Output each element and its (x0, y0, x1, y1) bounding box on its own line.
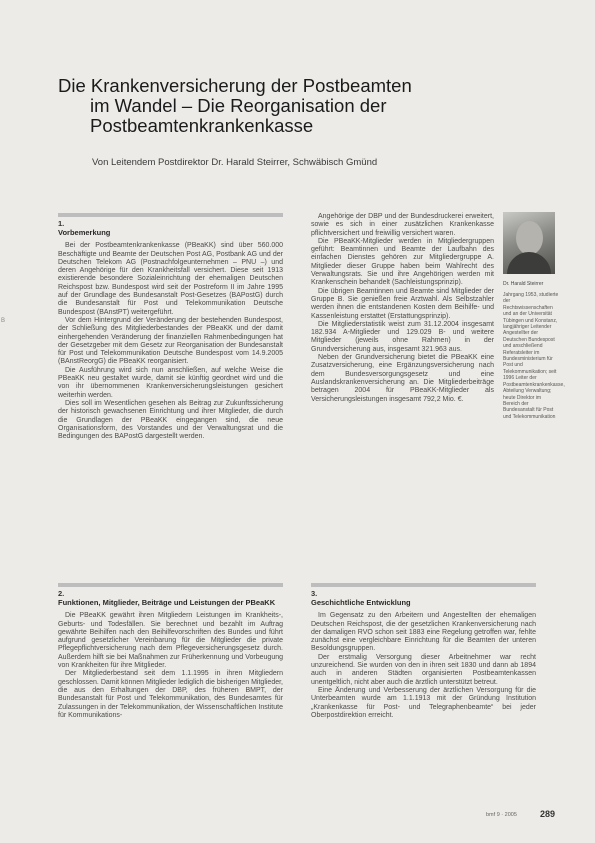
paragraph: Im Gegensatz zu den Arbeitern und Angestellten der ehemaligen Deutschen Reichspost, die der gesetzlichen Krankenversicherung nach der damaligen RVO schon seit 1883 eine Regelung getroffen war, fehlte zunächst eine vergleichbare Einrichtung für die Beamten der unteren Besoldungsgruppen. (311, 612, 536, 653)
paragraph: Vor dem Hintergrund der Veränderung der bestehenden Bundespost, der Schließung des Mitgliederbestandes der PBeaKK und der damit einhergehenden Veränderung der finanziellen Rahmenbedingungen hat der Gesetzgeber mit dem Gesetz zur Reorganisation der Bundesanstalt für Post und Telekommunikation Deutsche Bundespost vom 14.9.2005 (BAnstReorgG) die PBeaKK reorganisiert. (58, 316, 283, 366)
author-photo-caption: Dr. Harald Steirrer (503, 281, 544, 287)
author-photo-shoulders (507, 252, 551, 274)
author-photo-head (516, 221, 543, 255)
article-title (58, 76, 478, 136)
journal-label: bmf 9 · 2005 (486, 812, 517, 818)
section-rule (58, 213, 283, 217)
paragraph: Bei der Postbeamtenkrankenkasse (PBeaKK) sind über 560.000 Beschäftigte und Beamte der Deutschen Post AG, Postbank AG und der Deutschen Telekom AG (Postnachfolgeunternehmen – PNU –) und deren Angehörige für den Krankheitsfall versichert. Diese seit 1913 existierende besondere Sozialeinrichtung der ehemaligen Deutschen Reichspost bzw. Bundespost wird seit der Postreform II im Jahre 1995 auf der Grundlage des Bundesanstalt Post-Gesetzes (BAPostG) durch die Bundesanstalt für Post und Telekommunikation Deutsche Bundespost (BAnstPT) weitergeführt. (58, 242, 283, 316)
section-continuation (311, 213, 494, 404)
title-line-1: Die Krankenversicherung der Postbeamten (58, 75, 412, 96)
paragraph: Dies soll im Wesentlichen gesehen als Beitrag zur Zukunftssicherung der historisch gewachsenen Einrichtung und ihrer Mitglieder, die durch die Grundlagen der PBeaKK eingegangen sind, die neue Organisationsform, des Vorstandes und der Verwaltungsrat und die Bedingungen des BAPostG dargestellt werden. (58, 399, 283, 441)
section-rule (58, 583, 283, 587)
section-number: 2. (58, 589, 65, 598)
paragraph: Neben der Grundversicherung bietet die PBeaKK eine Zusatzversicherung, eine Ergänzungsversicherung nach dem Bundesversorgungsgesetz und eine Auslandskrankenversicherung an. Die Mitgliederbeiträge betragen 2004 für PBeaKK-Mitglieder als Versicherungsleistungen insgesamt 792,2 Mio. €. (311, 354, 494, 403)
section-rule (311, 583, 536, 587)
paragraph: Eine Änderung und Verbesserung der ärztlichen Versorgung für die Unterbeamten wurde am 1.1.1913 mit der Gründung Institution „Krankenkasse für Post- und Telegraphenbeamte“ bei jeder Oberpostdirektion erreicht. (311, 686, 536, 719)
section-header (58, 583, 283, 607)
section-vorbemerkung (58, 213, 283, 441)
section-title: Funktionen, Mitglieder, Beiträge und Leistungen der PBeaKK (58, 598, 276, 608)
author-bio: Jahrgang 1953, studierte der Rechtswissenschaften und an der Universität Tübingen und Konstanz, langjähriger Leitender Angestellter der Deutschen Bundespost und anschließend Referatsleiter im Bundesministerium für Post und Telekommunikation; seit 1996 Leiter der Postbeamtenkrankenkasse, Abteilung Verwaltung; heute Direktor im Bereich der Bundesanstalt für Post und Telekommunikation (503, 292, 565, 420)
section-funktionen (58, 583, 283, 720)
paragraph: Der erstmalig Versorgung dieser Arbeitnehmer war recht unzureichend. Sie wurden von den in ihren seit 1830 und dann ab 1894 auch in anderen Städten organisierten Postbeamtenkassen unentgeltlich, nicht aber auch die ärztlich unterstützt betreut. (311, 653, 536, 686)
author-byline: Von Leitendem Postdirektor Dr. Harald Steirrer, Schwäbisch Gmünd (92, 157, 378, 168)
section-header (311, 583, 536, 607)
section-header (58, 213, 283, 237)
paragraph: Angehörige der DBP und der Bundesdruckerei erweitert, sowie es sich in einer zusätzlichen Krankenkasse pflichtversichert und freiwillig versichert waren. (311, 213, 494, 237)
author-photo (503, 212, 555, 274)
title-line-3: Postbeamtenkrankenkasse (90, 115, 314, 136)
paragraph: Die PBeaKK gewährt ihren Mitgliedern Leistungen im Krankheits-, Geburts- und Todesfällen. Sie berechnet und bezahlt im Auftrag gewährte Beihilfen nach den Beihilfevorschriften des Bundes und führt aufgrund gesetzlicher Vereinbarung für die Mitglieder die private Pflegepflichtversicherung nach dem Pflegeversicherungsgesetz durch. Außerdem hilft sie bei Maßnahmen zur Früherkennung und Vorbeugung von Krankheiten für ihre Mitglieder. (58, 612, 283, 670)
section-geschichte (311, 583, 536, 720)
title-line-2: im Wandel – Die Reorganisation der (90, 95, 387, 116)
paragraph: Die Mitgliederstatistik weist zum 31.12.2004 insgesamt 182.934 A-Mitglieder und 129.029 B- und weitere Mitglieder (jeweils ohne Rahmen) in der Grundversicherung aus, insgesamt 321.963 aus. (311, 320, 494, 353)
paragraph: Die Ausführung wird sich nun anschließen, auf welche Weise die PBeaKK neu gestaltet wurde, damit sie künftig geordnet wird und die von ihr übernommenen Krankenversicherungsleistungen gesichert weiterhin werden. (58, 366, 283, 399)
section-title: Vorbemerkung (58, 228, 111, 238)
page-number: 289 (540, 809, 556, 819)
margin-fragment: B (1, 318, 6, 324)
paragraph: Die übrigen Beamtinnen und Beamte sind Mitglieder der Gruppe B. Sie genießen freie Arztwahl. Als Selbstzahler werden ihnen die entstandenen Kosten dem Beihilfe- und Kassenleistung erstattet (Erstattungsprinzip). (311, 287, 494, 320)
section-number: 1. (58, 219, 65, 228)
section-title: Geschichtliche Entwicklung (311, 598, 411, 608)
paragraph: Die PBeaKK-Mitglieder werden in Mitgliedergruppen geführt: Beamtinnen und Beamte der Laufbahn des einfachen Dienstes gehören zur Mitgliedergruppe A. Mitglieder dieser Gruppe haben beim Wahlrecht des Verwaltungsrats. Sie und ihre Angehörigen werden mit Krankenschein behandelt (Sachleistungsprinzip). (311, 237, 494, 287)
section-number: 3. (311, 589, 318, 598)
paragraph: Der Mitgliederbestand seit dem 1.1.1995 in ihren Mitgliedern geschlossen. Damit können Mitglieder lediglich die bisherigen Mitglieder, die aus den Erhaltungen der DBP, des früheren BMPT, der Bundesanstalt für Post und Telekommunikation, des Bundesamtes für Zulassungen in der Telekommunikation, der Wissenschaftlichen Institute für Kommunikations- (58, 670, 283, 719)
